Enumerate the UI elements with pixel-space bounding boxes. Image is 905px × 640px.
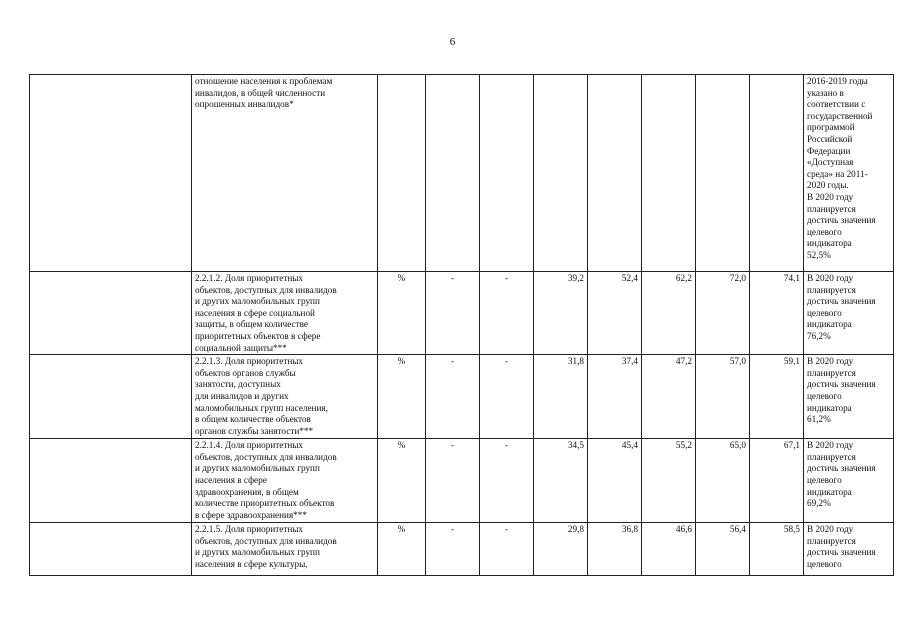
value-cell-v1: -: [426, 272, 480, 355]
unit-cell: %: [378, 523, 426, 576]
note-line: 76,2%: [807, 330, 831, 341]
value-cell-v6: 56,4: [696, 523, 750, 576]
indicator-name-line: инвалидов, в общей численности: [195, 87, 326, 98]
indicator-name-line: 2.2.1.3. Доля приоритетных: [195, 356, 304, 367]
note-line: планируется: [807, 367, 856, 378]
note-line: 2020 годы.: [807, 180, 849, 191]
value-cell-v1: -: [426, 355, 480, 439]
indicator-name-line: отношение населения к проблемам: [195, 76, 333, 86]
value-cell-v2: -: [480, 523, 534, 576]
note-line: индикатора: [807, 402, 852, 413]
note-line: целевого: [807, 474, 842, 485]
indicator-name-line: населения в сфере социальной: [195, 307, 315, 318]
note-line: индикатора: [807, 238, 852, 249]
note-cell: [804, 355, 894, 439]
value-cell-v3: 34,5: [534, 439, 588, 523]
note-cell: [804, 75, 894, 272]
indicator-name-line: объектов, доступных для инвалидов: [195, 451, 337, 462]
indicator-name-line: здравоохранения, в общем: [195, 486, 299, 497]
note-line: целевого: [807, 390, 842, 401]
value-cell-v3: 29,8: [534, 523, 588, 576]
note-cell: [804, 272, 894, 355]
value-cell-v4: 36,8: [588, 523, 642, 576]
unit-cell: %: [378, 439, 426, 523]
indicator-name-line: и других маломобильных групп: [195, 547, 320, 558]
row-group-cell: [30, 272, 192, 355]
indicator-name-line: 2.2.1.2. Доля приоритетных: [195, 273, 304, 283]
note-line: В 2020 году: [807, 273, 854, 283]
row-group-cell: [30, 523, 192, 576]
indicator-name-line: для инвалидов и других: [195, 390, 289, 401]
note-line: «Доступная: [807, 157, 854, 168]
indicator-name-line: в сфере здравоохранения***: [195, 509, 307, 520]
value-cell-v1: -: [426, 523, 480, 576]
indicator-name-line: и других маломобильных групп: [195, 296, 320, 307]
indicator-name-line: социальной защиты***: [195, 342, 287, 353]
unit-cell: %: [378, 355, 426, 439]
note-line: планируется: [807, 203, 856, 214]
table-row: [30, 75, 894, 272]
value-cell-v7: 59,1: [750, 355, 804, 439]
indicators-table: [29, 74, 894, 576]
table-row: [30, 439, 894, 523]
table-row: [30, 523, 894, 576]
note-line: достичь значения: [807, 547, 876, 558]
value-cell-v5: 47,2: [642, 355, 696, 439]
value-cell-v6: [696, 75, 750, 272]
note-cell: [804, 439, 894, 523]
value-cell-v3: 39,2: [534, 272, 588, 355]
note-line: планируется: [807, 451, 856, 462]
indicator-name-line: органов службы занятости***: [195, 425, 314, 436]
note-line: достичь значения: [807, 463, 876, 474]
note-line: Российской: [807, 133, 853, 144]
indicator-name-line: объектов органов службы: [195, 367, 296, 378]
value-cell-v5: 46,6: [642, 523, 696, 576]
value-cell-v7: 67,1: [750, 439, 804, 523]
note-line: государственной: [807, 110, 873, 121]
indicator-name-line: в общем количестве объектов: [195, 414, 311, 425]
value-cell-v7: 74,1: [750, 272, 804, 355]
note-line: 52,5%: [807, 249, 831, 260]
note-line: достичь значения: [807, 215, 876, 226]
indicator-name-cell: [192, 272, 378, 355]
note-line: 61,2%: [807, 414, 831, 425]
value-cell-v3: [534, 75, 588, 272]
indicator-name-line: количестве приоритетных объектов: [195, 498, 335, 509]
note-line: соответствии с: [807, 99, 866, 110]
value-cell-v7: 58,5: [750, 523, 804, 576]
value-cell-v1: -: [426, 439, 480, 523]
unit-cell: %: [378, 272, 426, 355]
indicator-name-cell: [192, 75, 378, 272]
note-line: целевого: [807, 558, 842, 569]
indicator-name-line: населения в сфере: [195, 474, 267, 485]
note-line: программой: [807, 122, 855, 133]
note-line: 69,2%: [807, 498, 831, 509]
note-line: целевого: [807, 307, 842, 318]
note-line: Федерации: [807, 145, 851, 156]
note-cell: [804, 523, 894, 576]
note-line: планируется: [807, 535, 856, 546]
table-row: [30, 272, 894, 355]
value-cell-v2: -: [480, 439, 534, 523]
value-cell-v2: [480, 75, 534, 272]
note-line: индикатора: [807, 319, 852, 330]
value-cell-v4: 37,4: [588, 355, 642, 439]
note-line: В 2020 году: [807, 356, 854, 367]
indicator-name-line: защиты, в общем количестве: [195, 319, 308, 330]
value-cell-v6: 57,0: [696, 355, 750, 439]
indicator-name-line: маломобильных групп населения,: [195, 402, 328, 413]
value-cell-v4: 52,4: [588, 272, 642, 355]
value-cell-v1: [426, 75, 480, 272]
indicator-name-line: приоритетных объектов в сфере: [195, 330, 321, 341]
indicator-name-line: населения в сфере культуры,: [195, 558, 308, 569]
note-line: В 2020 году: [807, 191, 854, 202]
unit-cell: [378, 75, 426, 272]
value-cell-v5: [642, 75, 696, 272]
value-cell-v2: -: [480, 355, 534, 439]
note-line: указано в: [807, 87, 844, 98]
indicator-name-cell: [192, 355, 378, 439]
row-group-cell: [30, 355, 192, 439]
note-line: В 2020 году: [807, 524, 854, 535]
indicator-name-line: объектов, доступных для инвалидов: [195, 284, 337, 295]
note-line: 2016-2019 годы: [807, 76, 868, 86]
row-group-cell: [30, 75, 192, 272]
note-line: целевого: [807, 226, 842, 237]
row-group-cell: [30, 439, 192, 523]
indicator-name-line: опрошенных инвалидов*: [195, 99, 294, 110]
value-cell-v5: 55,2: [642, 439, 696, 523]
table-row: [30, 355, 894, 439]
value-cell-v3: 31,8: [534, 355, 588, 439]
value-cell-v2: -: [480, 272, 534, 355]
note-line: достичь значения: [807, 379, 876, 390]
indicator-name-line: и других маломобильных групп: [195, 463, 320, 474]
note-line: достичь значения: [807, 296, 876, 307]
note-line: среда» на 2011-: [807, 168, 868, 179]
value-cell-v4: 45,4: [588, 439, 642, 523]
indicator-name-line: 2.2.1.4. Доля приоритетных: [195, 440, 304, 451]
note-line: планируется: [807, 284, 856, 295]
indicator-name-line: занятости, доступных: [195, 379, 281, 390]
indicator-name-cell: [192, 523, 378, 576]
value-cell-v7: [750, 75, 804, 272]
indicator-name-line: 2.2.1.5. Доля приоритетных: [195, 524, 304, 535]
value-cell-v6: 72,0: [696, 272, 750, 355]
indicator-name-cell: [192, 439, 378, 523]
value-cell-v6: 65,0: [696, 439, 750, 523]
page-number: 6: [449, 36, 456, 48]
note-line: В 2020 году: [807, 440, 854, 451]
indicator-name-line: объектов, доступных для инвалидов: [195, 535, 337, 546]
value-cell-v5: 62,2: [642, 272, 696, 355]
note-line: индикатора: [807, 486, 852, 497]
value-cell-v4: [588, 75, 642, 272]
